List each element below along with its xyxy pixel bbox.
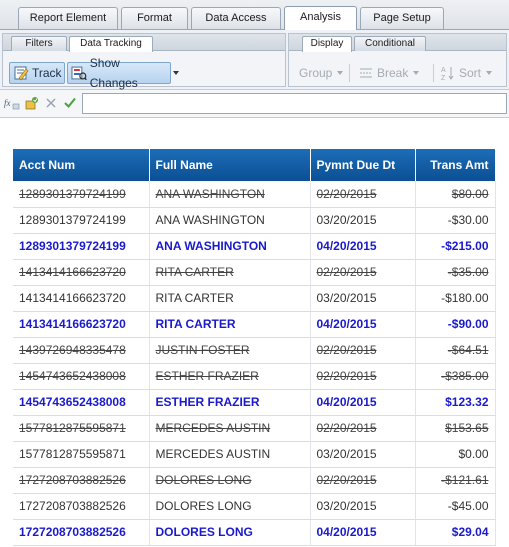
trans-amt-cell[interactable]: -$45.00 bbox=[415, 493, 495, 519]
acct-num-cell[interactable]: 1727208703882526 bbox=[13, 467, 149, 493]
group-button[interactable] bbox=[299, 62, 343, 84]
subtab-conditional[interactable]: Conditional bbox=[354, 36, 426, 51]
tab-data-access[interactable]: Data Access bbox=[191, 7, 281, 29]
svg-text:fx: fx bbox=[4, 98, 11, 108]
pymnt-due-dt-cell[interactable]: 04/20/2015 bbox=[310, 519, 415, 545]
trans-amt-cell[interactable]: -$35.00 bbox=[415, 259, 495, 285]
trans-amt-cell[interactable]: -$215.00 bbox=[415, 233, 495, 259]
header-trans-amt[interactable]: Trans Amt bbox=[415, 149, 495, 181]
break-icon bbox=[359, 67, 373, 79]
track-icon bbox=[13, 65, 29, 81]
trans-amt-cell[interactable]: $80.00 bbox=[415, 181, 495, 207]
trans-amt-cell[interactable]: $153.65 bbox=[415, 415, 495, 441]
pymnt-due-dt-cell[interactable]: 02/20/2015 bbox=[310, 467, 415, 493]
trans-amt-cell[interactable]: -$121.61 bbox=[415, 467, 495, 493]
table-row[interactable] bbox=[13, 493, 495, 519]
table-row[interactable] bbox=[13, 259, 495, 285]
tab-analysis[interactable]: Analysis bbox=[284, 6, 357, 30]
acct-num-cell[interactable]: 1413414166623720 bbox=[13, 259, 149, 285]
right-sub-tabs bbox=[289, 34, 506, 51]
left-sub-tabs bbox=[3, 34, 285, 51]
header-row bbox=[13, 149, 495, 181]
acct-num-cell[interactable]: 1577812875595871 bbox=[13, 415, 149, 441]
formula-input[interactable] bbox=[82, 93, 507, 114]
variable-editor-icon[interactable] bbox=[24, 95, 40, 111]
acct-num-cell[interactable]: 1727208703882526 bbox=[13, 519, 149, 545]
pymnt-due-dt-cell[interactable]: 03/20/2015 bbox=[310, 285, 415, 311]
pymnt-due-dt-cell[interactable]: 04/20/2015 bbox=[310, 311, 415, 337]
table-row[interactable] bbox=[13, 415, 495, 441]
full-name-cell[interactable]: MERCEDES AUSTIN bbox=[149, 415, 310, 441]
break-button[interactable] bbox=[359, 62, 419, 84]
pymnt-due-dt-cell[interactable]: 02/20/2015 bbox=[310, 415, 415, 441]
acct-num-cell[interactable]: 1439726948335478 bbox=[13, 337, 149, 363]
report-table bbox=[13, 149, 496, 546]
table-row[interactable] bbox=[13, 207, 495, 233]
ribbon bbox=[0, 0, 509, 120]
show-changes-dropdown-icon[interactable] bbox=[173, 71, 179, 75]
pymnt-due-dt-cell[interactable]: 02/20/2015 bbox=[310, 181, 415, 207]
full-name-cell[interactable]: ANA WASHINGTON bbox=[149, 207, 310, 233]
full-name-cell[interactable]: ESTHER FRAZIER bbox=[149, 389, 310, 415]
pymnt-due-dt-cell[interactable]: 03/20/2015 bbox=[310, 493, 415, 519]
full-name-cell[interactable]: JUSTIN FOSTER bbox=[149, 337, 310, 363]
trans-amt-cell[interactable]: -$90.00 bbox=[415, 311, 495, 337]
pymnt-due-dt-cell[interactable]: 02/20/2015 bbox=[310, 259, 415, 285]
acct-num-cell[interactable]: 1454743652438008 bbox=[13, 363, 149, 389]
ribbon-content bbox=[0, 30, 509, 90]
table-row[interactable] bbox=[13, 363, 495, 389]
trans-amt-cell[interactable]: $0.00 bbox=[415, 441, 495, 467]
break-label: Break bbox=[377, 66, 409, 80]
header-full-name[interactable]: Full Name bbox=[149, 149, 310, 181]
tab-report-element[interactable]: Report Element bbox=[18, 7, 118, 29]
display-group bbox=[288, 33, 507, 87]
pymnt-due-dt-cell[interactable]: 04/20/2015 bbox=[310, 389, 415, 415]
trans-amt-cell[interactable]: -$64.51 bbox=[415, 337, 495, 363]
subtab-filters[interactable]: Filters bbox=[11, 36, 67, 51]
table-row[interactable] bbox=[13, 389, 495, 415]
acct-num-cell[interactable]: 1289301379724199 bbox=[13, 181, 149, 207]
acct-num-cell[interactable]: 1413414166623720 bbox=[13, 311, 149, 337]
table-row[interactable] bbox=[13, 311, 495, 337]
track-button[interactable] bbox=[9, 62, 65, 84]
header-pymnt-due-dt[interactable]: Pymnt Due Dt bbox=[310, 149, 415, 181]
table-header bbox=[13, 149, 495, 181]
sort-dropdown-icon bbox=[486, 71, 492, 75]
trans-amt-cell[interactable]: $123.32 bbox=[415, 389, 495, 415]
formula-bar bbox=[0, 90, 509, 118]
pymnt-due-dt-cell[interactable]: 03/20/2015 bbox=[310, 441, 415, 467]
table-row[interactable] bbox=[13, 467, 495, 493]
full-name-cell[interactable]: DOLORES LONG bbox=[149, 493, 310, 519]
svg-text:A: A bbox=[441, 67, 446, 74]
separator bbox=[349, 64, 350, 82]
acct-num-cell[interactable]: 1577812875595871 bbox=[13, 441, 149, 467]
subtab-data-tracking[interactable]: Data Tracking bbox=[69, 36, 153, 52]
sort-icon bbox=[441, 65, 455, 81]
full-name-cell[interactable]: RITA CARTER bbox=[149, 285, 310, 311]
header-acct-num[interactable]: Acct Num bbox=[13, 149, 149, 181]
separator bbox=[433, 64, 434, 82]
show-changes-label: Show Changes bbox=[89, 56, 138, 90]
break-dropdown-icon bbox=[413, 71, 419, 75]
full-name-cell[interactable]: DOLORES LONG bbox=[149, 519, 310, 545]
acct-num-cell[interactable]: 1727208703882526 bbox=[13, 493, 149, 519]
ribbon-tabs bbox=[0, 0, 509, 30]
table-row[interactable] bbox=[13, 285, 495, 311]
table-row[interactable] bbox=[13, 337, 495, 363]
acct-num-cell[interactable]: 1289301379724199 bbox=[13, 207, 149, 233]
table-row[interactable] bbox=[13, 181, 495, 207]
tab-format[interactable]: Format bbox=[121, 7, 188, 29]
sort-label: Sort bbox=[459, 66, 482, 80]
acct-num-cell[interactable]: 1289301379724199 bbox=[13, 233, 149, 259]
pymnt-due-dt-cell[interactable]: 03/20/2015 bbox=[310, 207, 415, 233]
trans-amt-cell[interactable]: $29.04 bbox=[415, 519, 495, 545]
acct-num-cell[interactable]: 1454743652438008 bbox=[13, 389, 149, 415]
show-changes-button[interactable] bbox=[67, 56, 171, 90]
trans-amt-cell[interactable]: -$30.00 bbox=[415, 207, 495, 233]
subtab-display[interactable]: Display bbox=[302, 36, 352, 52]
pymnt-due-dt-cell[interactable]: 02/20/2015 bbox=[310, 363, 415, 389]
full-name-cell[interactable]: RITA CARTER bbox=[149, 259, 310, 285]
trans-amt-cell[interactable]: -$385.00 bbox=[415, 363, 495, 389]
full-name-cell[interactable]: ANA WASHINGTON bbox=[149, 181, 310, 207]
full-name-cell[interactable]: DOLORES LONG bbox=[149, 467, 310, 493]
table-row[interactable] bbox=[13, 441, 495, 467]
full-name-cell[interactable]: ANA WASHINGTON bbox=[149, 233, 310, 259]
full-name-cell[interactable]: MERCEDES AUSTIN bbox=[149, 441, 310, 467]
full-name-cell[interactable]: RITA CARTER bbox=[149, 311, 310, 337]
table-body bbox=[13, 181, 495, 545]
pymnt-due-dt-cell[interactable]: 02/20/2015 bbox=[310, 337, 415, 363]
full-name-cell[interactable]: ESTHER FRAZIER bbox=[149, 363, 310, 389]
show-changes-icon bbox=[71, 65, 87, 81]
trans-amt-cell[interactable]: -$180.00 bbox=[415, 285, 495, 311]
data-tracking-group bbox=[2, 33, 286, 90]
cancel-formula-icon[interactable] bbox=[46, 98, 56, 108]
tab-page-setup[interactable]: Page Setup bbox=[360, 7, 444, 29]
table-row[interactable] bbox=[13, 519, 495, 545]
sort-button[interactable] bbox=[441, 62, 492, 84]
track-label: Track bbox=[32, 66, 62, 80]
svg-text:Z: Z bbox=[441, 75, 446, 81]
pymnt-due-dt-cell[interactable]: 04/20/2015 bbox=[310, 233, 415, 259]
formula-fx-icon[interactable] bbox=[4, 96, 20, 110]
table-row[interactable] bbox=[13, 233, 495, 259]
acct-num-cell[interactable]: 1413414166623720 bbox=[13, 285, 149, 311]
group-label: Group bbox=[299, 66, 333, 80]
group-dropdown-icon bbox=[337, 71, 343, 75]
validate-formula-icon[interactable] bbox=[64, 97, 76, 108]
